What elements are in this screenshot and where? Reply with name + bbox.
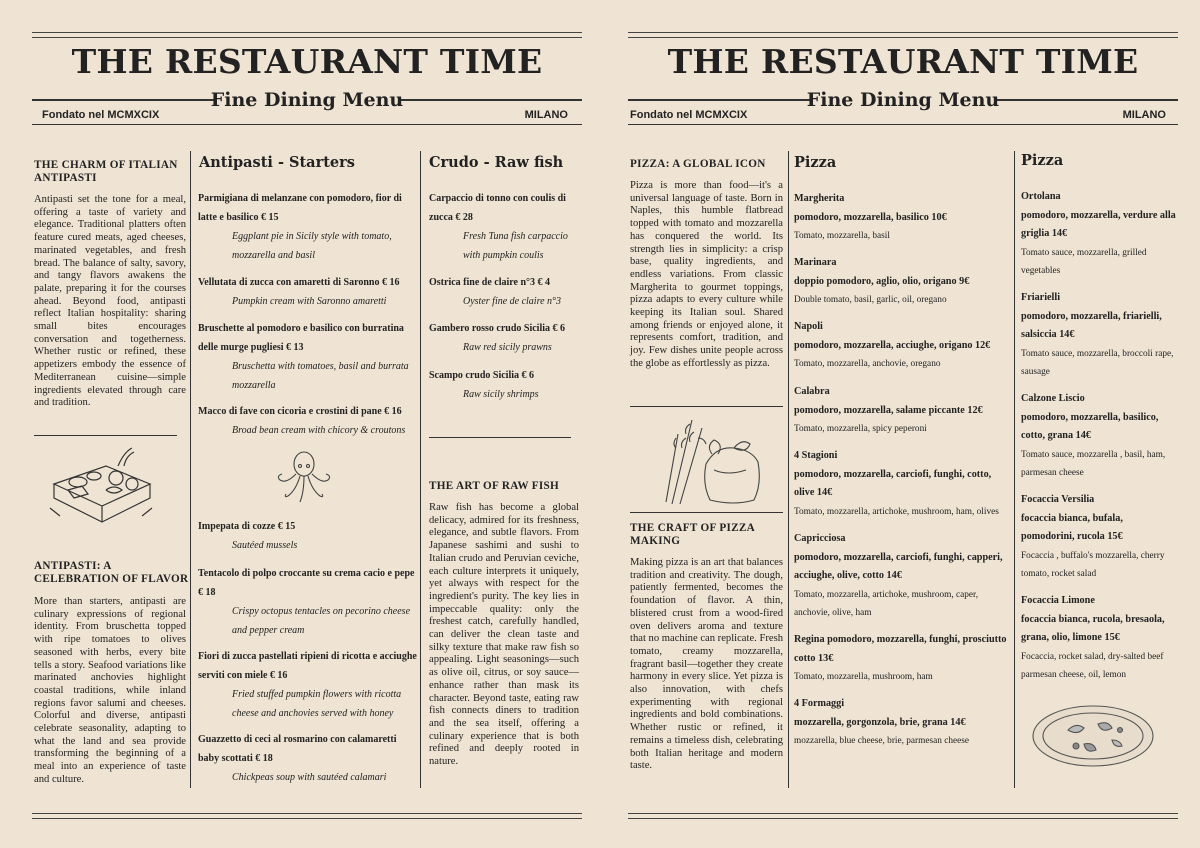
masthead-subtitle: Fine Dining Menu <box>806 89 1000 111</box>
pizza-ingredients: pomodoro, mozzarella, acciughe, origano 12€ <box>794 339 991 351</box>
pizza-item <box>794 190 1012 246</box>
pizza-name: Ortolana <box>1021 191 1061 202</box>
pizza-item <box>794 695 1012 751</box>
menu-item <box>198 189 420 265</box>
item-name: Impepata di cozze € 15 <box>198 521 296 532</box>
pizza-item <box>794 447 1012 521</box>
octopus-illustration <box>274 448 334 513</box>
item-description: Sautéed mussels <box>232 540 298 551</box>
top-rule <box>628 32 1178 38</box>
pizza-description: Double tomato, basil, garlic, oil, oregano <box>794 295 947 305</box>
pizza-name: Friarielli <box>1021 292 1061 303</box>
column-divider <box>788 151 789 788</box>
menu-item <box>429 273 577 311</box>
item-name: Carpaccio di tonno con coulis di zucca € 28 <box>429 193 566 223</box>
pizza-item <box>1021 592 1177 685</box>
pizza-name: Margherita <box>794 193 845 204</box>
article-text: More than starters, antipasti are culinary expressions of regional identity. From bruschetta topped with ripe tomatoes to olives seasoned with herbs, every bite tells a story. Seafood variations like marinated anchovies highlight coastal traditions, while inland regions favor salumi and cheeses. Colorful and diverse, antipasti celebrate seasonality, adapting to what the land and sea provide transforming the beginning of a meal into an experience of taste and culture. <box>34 596 186 785</box>
pizza-name: 4 Stagioni <box>794 450 838 461</box>
menu-item <box>198 273 420 311</box>
item-description: Raw red sicily prawns <box>463 342 552 353</box>
item-name: Bruschette al pomodoro e basilico con burratina delle murge pugliesi € 13 <box>198 323 404 353</box>
pizza-name: Calzone Liscio <box>1021 393 1085 404</box>
pizza-item <box>1021 491 1177 584</box>
article-text: Antipasti set the tone for a meal, offering a taste of variety and elegance. Traditional platters often feature cured meats, aged cheeses, marinated vegetables, and fresh bread. The balance of salty, savory, and tangy flavors awakens the palate, preparing it for the courses ahead. Beyond food, antipasti reflect Italian hospitality: sharing small bites encourages conversation and togetherness. Whether rustic or refined, these appetizers embody the essence of Mediterranean cuisine—simple ingredients elevated through care and tradition. <box>34 194 186 409</box>
menu-item <box>198 564 420 640</box>
pizza-name: 4 Formaggi <box>794 698 845 709</box>
menu-item <box>198 730 420 787</box>
item-description: Bruschetta with tomatoes, basil and burrata mozzarella <box>232 361 409 391</box>
masthead-rule <box>628 124 1178 125</box>
subtitle-rule-left <box>32 99 215 101</box>
pizza-item <box>1021 289 1177 382</box>
right-menu-page <box>628 0 1178 848</box>
masthead-title: THE RESTAURANT TIME <box>667 42 1139 81</box>
item-description: Broad bean cream with chicory & croutons <box>232 425 406 436</box>
article-text: Making pizza is an art that balances tradition and creativity. The dough, patiently fermented, becomes the foundation of flavor. A thin, blistered crust from a wood-fired oven delivers aroma and texture that no machine can replicate. Fresh tomato, creamy mozzarella, fragrant basil—together they create harmony in every slice. Yet pizza is also innovation, with chefs experimenting with regional ingredients and bold combinations. Whether rustic or refined, it remains a timeless dish, celebrating both Italian heritage and modern taste. <box>630 557 783 772</box>
pizza-item <box>794 254 1012 310</box>
item-description: Oyster fine de claire n°3 <box>463 296 562 307</box>
section-heading-pizza: Pizza <box>794 154 837 171</box>
city-label: MILANO <box>1122 109 1166 121</box>
menu-item <box>198 647 420 723</box>
pizza-name: Focaccia Versilia <box>1021 494 1095 505</box>
pizza-description: Tomato, mozzarella, spicy peperoni <box>794 424 927 434</box>
article-rule <box>630 406 783 407</box>
subtitle-rule-right <box>399 99 582 101</box>
pizza-name: Regina pomodoro, mozzarella, funghi, prosciutto cotto 13€ <box>794 634 1007 664</box>
pizza-illustration <box>1028 702 1158 777</box>
pizza-description: Tomato, mozzarella, anchovie, oregano <box>794 359 941 369</box>
pizza-item <box>794 383 1012 439</box>
pizza-name: Calabra <box>794 386 830 397</box>
pizza-ingredients: pomodoro, mozzarella, carciofi, funghi, capperi, acciughe, olive, cotto 14€ <box>794 551 1003 581</box>
pizza-description: Tomato, mozzarella, mushroom, ham <box>794 672 933 682</box>
pizza-ingredients: pomodoro, mozzarella, basilico 10€ <box>794 211 947 223</box>
pizza-ingredients: pomodoro, mozzarella, verdure alla griglia 14€ <box>1021 209 1176 239</box>
column-divider <box>190 151 191 788</box>
pizza-ingredients: pomodoro, mozzarella, basilico, cotto, grana 14€ <box>1021 411 1159 441</box>
pizza-item <box>794 530 1012 623</box>
item-description: Crispy octopus tentacles on pecorino cheese and pepper cream <box>232 606 411 636</box>
item-name: Tentacolo di polpo croccante su crema cacio e pepe € 18 <box>198 568 415 598</box>
section-heading-antipasti: Antipasti - Starters <box>199 154 355 171</box>
item-name: Parmigiana di melanzane con pomodoro, fior di latte e basilico € 15 <box>198 193 402 223</box>
article-text: Raw fish has become a global delicacy, admired for its freshness, elegance, and subtle flavors. From Japanese sashimi and sushi to Italian crudo and Peruvian ceviche, each culture interprets it uniquely, yet always with respect for the ingredient's purity. The key lies in impeccable quality: only the freshest catch, carefully handled, can deliver the clean taste and silky texture that make raw fish so appealing. Light seasonings—such as olive oil, citrus, or soy sauce—enhance rather than mask its character. Beyond taste, eating raw fish connects diners to tradition and the sea itself, offering a culinary experience that is both refined and deeply rooted in nature. <box>429 502 579 768</box>
pizza-description: Tomato, mozzarella, artichoke, mushroom, ham, olives <box>794 506 999 517</box>
founded-label: Fondato nel MCMXCIX <box>630 109 748 121</box>
pizza-description: Focaccia, rocket salad, dry-salted beef parmesan cheese, oil, lemon <box>1021 651 1164 680</box>
column-divider <box>420 151 421 788</box>
article-heading: ANTIPASTI: A CELEBRATION OF FLAVOR <box>34 560 189 585</box>
section-heading-crudo: Crudo - Raw fish <box>429 154 564 171</box>
subtitle-rule-right <box>995 99 1178 101</box>
article-rule <box>34 435 177 436</box>
pizza-ingredients: focaccia bianca, bufala, pomodorini, rucola 15€ <box>1021 512 1123 542</box>
pizza-ingredients: pomodoro, mozzarella, friarielli, salsiccia 14€ <box>1021 310 1162 340</box>
item-name: Gambero rosso crudo Sicilia € 6 <box>429 323 566 334</box>
item-description: Eggplant pie in Sicily style with tomato, mozzarella and basil <box>232 231 392 261</box>
column-divider <box>1014 151 1015 788</box>
pizza-name: Marinara <box>794 257 837 268</box>
pizza-item <box>1021 390 1177 483</box>
article-heading: PIZZA: A GLOBAL ICON <box>630 158 766 170</box>
item-name: Fiori di zucca pastellati ripieni di ricotta e acciughe serviti con miele € 16 <box>198 651 417 681</box>
bottom-rule <box>628 813 1178 819</box>
menu-item <box>198 319 420 395</box>
top-rule <box>32 32 582 38</box>
pizza-name: Capricciosa <box>794 533 846 544</box>
article-rule <box>630 512 783 513</box>
subtitle-rule-left <box>628 99 811 101</box>
article-heading: THE CHARM OF ITALIAN ANTIPASTI <box>34 159 178 184</box>
item-description: Raw sicily shrimps <box>463 389 539 400</box>
pizza-item <box>1021 188 1177 281</box>
masthead-title: THE RESTAURANT TIME <box>71 42 543 81</box>
wheat-flour-sack-illustration <box>652 414 764 511</box>
city-label: MILANO <box>524 109 568 121</box>
article-heading: THE ART OF RAW FISH <box>429 480 560 492</box>
pizza-ingredients: pomodoro, mozzarella, carciofi, funghi, cotto, olive 14€ <box>794 468 992 498</box>
pizza-ingredients: pomodoro, mozzarella, salame piccante 12€ <box>794 404 983 416</box>
item-name: Scampo crudo Sicilia € 6 <box>429 370 535 381</box>
founded-label: Fondato nel MCMXCIX <box>42 109 160 121</box>
pizza-ingredients: doppio pomodoro, aglio, olio, origano 9€ <box>794 275 970 287</box>
article-text: Pizza is more than food—it's a universal language of taste. Born in Naples, this humble flatbread topped with tomato and mozzarella has conquered the world. Its strength lies in simplicity: a crisp base, quality ingredients, and endless variations. From classic Margherita to gourmet toppings, pizza adapts to every culture while keeping its Italian soul. Shared among friends or enjoyed alone, it represents comfort, tradition, and joy. Few dishes unite people across the globe as effortlessly as pizza. <box>630 180 783 369</box>
pizza-ingredients: focaccia bianca, rucola, bresaola, grana, olio, limone 15€ <box>1021 613 1165 643</box>
menu-item <box>429 366 577 404</box>
pizza-description: Focaccia , buffalo's mozzarella, cherry tomato, rocket salad <box>1021 550 1165 579</box>
pizza-name: Focaccia Limone <box>1021 595 1095 606</box>
pizza-description: mozzarella, blue cheese, brie, parmesan cheese <box>794 736 969 746</box>
bottom-rule <box>32 813 582 819</box>
pizza-name: Napoli <box>794 321 823 332</box>
pizza-description: Tomato sauce, mozzarella, broccoli rape, sausage <box>1021 348 1174 377</box>
item-name: Guazzetto di ceci al rosmarino con calamaretti baby scottati € 18 <box>198 734 397 764</box>
item-description: Fried stuffed pumpkin flowers with ricotta cheese and anchovies served with honey <box>232 689 402 719</box>
pizza-description: Tomato, mozzarella, artichoke, mushroom, caper, anchovie, olive, ham <box>794 589 979 618</box>
pizza-ingredients: mozzarella, gorgonzola, brie, grana 14€ <box>794 716 966 728</box>
section-heading-pizza: Pizza <box>1021 152 1064 169</box>
item-description: Chickpeas soup with sautéed calamari <box>232 772 387 783</box>
menu-item <box>429 189 577 265</box>
pizza-description: Tomato, mozzarella, basil <box>794 231 890 241</box>
menu-item <box>198 517 420 555</box>
pizza-item <box>794 318 1012 374</box>
article-rule <box>429 437 571 438</box>
pizza-description: Tomato sauce, mozzarella, grilled vegetables <box>1021 247 1147 276</box>
item-name: Ostrica fine de claire n°3 € 4 <box>429 277 551 288</box>
menu-item <box>198 402 420 440</box>
article-heading: THE CRAFT OF PIZZA MAKING <box>630 522 755 547</box>
pizza-description: Tomato sauce, mozzarella , basil, ham, parmesan cheese <box>1021 449 1166 478</box>
left-menu-page <box>32 0 582 848</box>
item-name: Macco di fave con cicoria e crostini di pane € 16 <box>198 406 402 417</box>
pizza-item <box>794 631 1012 687</box>
masthead-subtitle: Fine Dining Menu <box>210 89 404 111</box>
item-description: Fresh Tuna fish carpaccio with pumpkin coulis <box>463 231 568 261</box>
item-description: Pumpkin cream with Saronno amaretti <box>232 296 387 307</box>
item-name: Vellutata di zucca con amaretti di Saronno € 16 <box>198 277 400 288</box>
menu-item <box>429 319 577 357</box>
antipasti-platter-illustration <box>46 444 156 549</box>
masthead-rule <box>32 124 582 125</box>
